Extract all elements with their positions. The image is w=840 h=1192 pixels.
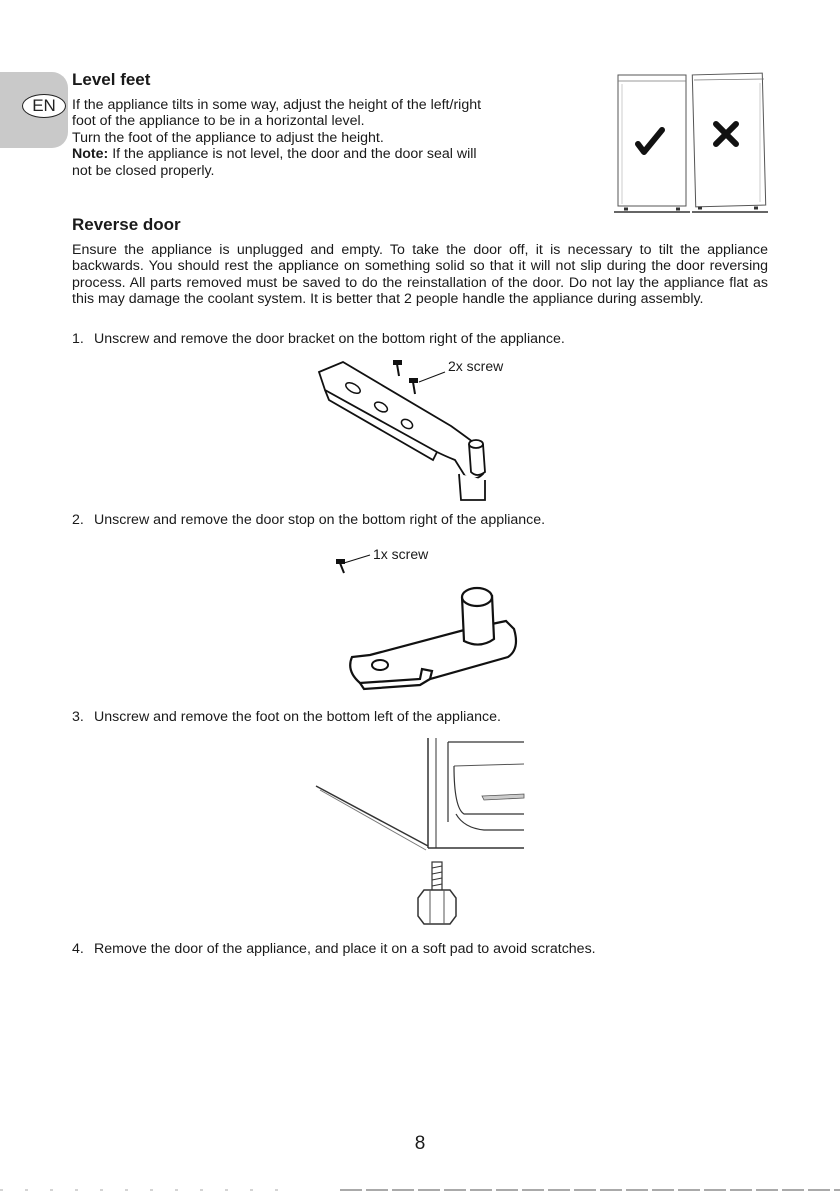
bottom-print-marks (0, 1188, 840, 1192)
level-feet-title: Level feet (72, 70, 151, 89)
step-1-text: Unscrew and remove the door bracket on the bottom right of the appliance. (94, 331, 565, 347)
level-illustration (614, 72, 770, 216)
step-1-callout: 2x screw (448, 358, 504, 374)
note-label: Note: (72, 146, 109, 163)
level-feet-text (72, 97, 481, 179)
note-text: If the appliance is not level, the door and the door seal will (108, 146, 477, 163)
step-2-text: Unscrew and remove the door stop on the bottom right of the appliance. (94, 512, 546, 528)
step-4 (72, 941, 596, 958)
door-bracket-illustration (315, 352, 530, 507)
step-4-text: Remove the door of the appliance, and place it on a soft pad to avoid scratches. (94, 941, 596, 957)
screw-icon (393, 360, 402, 376)
fridge-level-incorrect (692, 73, 768, 212)
level-feet-line-1: If the appliance tilts in some way, adjust the height of the left/right (72, 97, 482, 113)
step-3-text: Unscrew and remove the foot on the bottom left of the appliance. (94, 709, 501, 725)
language-badge: EN (22, 94, 66, 118)
step-2 (72, 512, 545, 529)
level-feet-line-3: Turn the foot of the appliance to adjust the height. (72, 129, 384, 146)
step-1-number: 1. (72, 331, 84, 347)
level-feet-line-5: not be closed properly. (72, 162, 215, 179)
level-feet-line-2: foot of the appliance to be in a horizontal level. (72, 113, 365, 130)
reverse-door-title: Reverse door (72, 215, 181, 234)
step-2-callout: 1x screw (373, 546, 429, 562)
page-number: 8 (414, 1133, 426, 1154)
step-1 (72, 331, 565, 348)
step-4-number: 4. (72, 941, 84, 957)
reverse-door-intro: Ensure the appliance is unplugged and empty. To take the door off, it is necessary to tilt the appliance backwards. You should rest the appliance on something solid so that it will not slip during the door reversing process. All parts removed must be saved to do the reinstallation of the door. Do not lay the appliance flat as this may damage the coolant system. It is better that 2 people handle the appliance during assembly. (72, 242, 768, 308)
foot-removal-illustration (314, 738, 526, 928)
step-3-number: 3. (72, 709, 84, 725)
screw-icon (336, 559, 345, 573)
fridge-level-correct (614, 75, 690, 212)
step-3 (72, 709, 501, 726)
foot-screw-icon (418, 862, 456, 924)
screw-icon (409, 378, 418, 394)
door-stop-illustration (330, 545, 530, 695)
step-2-number: 2. (72, 512, 84, 528)
